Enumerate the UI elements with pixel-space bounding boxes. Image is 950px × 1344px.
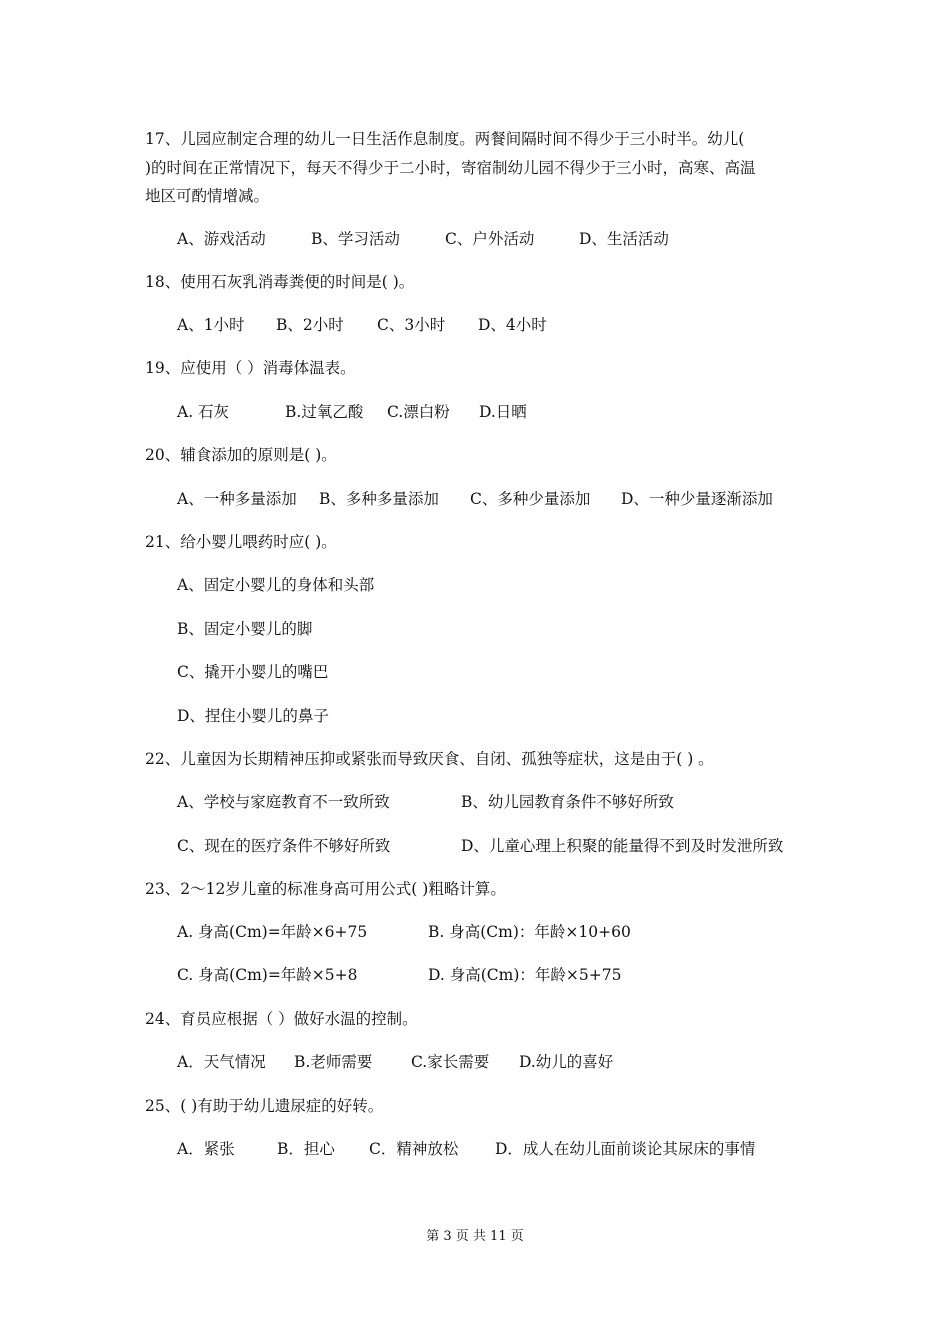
- option-a: A．紧张: [177, 1140, 235, 1158]
- question-20: 20、辅食添加的原则是( )。: [145, 446, 337, 464]
- option-d: D、一种少量逐渐添加: [621, 490, 773, 508]
- option-b: B．担心: [277, 1140, 335, 1158]
- option-d: D.日晒: [479, 403, 527, 421]
- question-22: 22、儿童因为长期精神压抑或紧张而导致厌食、自闭、孤独等症状，这是由于( ) 。: [145, 750, 714, 768]
- question-23: 23、2～12岁儿童的标准身高可用公式( )粗略计算。: [145, 880, 506, 898]
- question-25: 25、( )有助于幼儿遗尿症的好转。: [145, 1097, 384, 1115]
- question-19: 19、应使用（ ）消毒体温表。: [145, 359, 356, 377]
- option-c: C．精神放松: [369, 1140, 459, 1158]
- question-17-line-3: 地区可酌情增减。: [145, 187, 270, 205]
- option-d: D．成人在幼儿面前谈论其尿床的事情: [495, 1140, 756, 1158]
- option-b: B、2小时: [276, 316, 344, 334]
- option-c: C、现在的医疗条件不够好所致: [177, 837, 391, 855]
- option-a: A、1小时: [177, 316, 245, 334]
- page-number-footer: 第 3 页 共 11 页: [426, 1229, 524, 1244]
- option-c: C. 身高(Cm)=年龄×5+8: [177, 966, 358, 984]
- question-17-line-1: 17、儿园应制定合理的幼儿一日生活作息制度。两餐间隔时间不得少于三小时半。幼儿(: [145, 130, 745, 148]
- option-c: C、多种少量添加: [470, 490, 591, 508]
- question-21-option-b: B、固定小婴儿的脚: [177, 620, 313, 638]
- option-b: B.老师需要: [294, 1053, 373, 1071]
- option-d: D、4小时: [478, 316, 547, 334]
- option-a: A、学校与家庭教育不一致所致: [177, 793, 390, 811]
- option-b: B.过氧乙酸: [285, 403, 364, 421]
- option-b: B、幼儿园教育条件不够好所致: [461, 793, 674, 811]
- question-21-option-d: D、捏住小婴儿的鼻子: [177, 707, 329, 725]
- option-a: A. 石灰: [177, 403, 230, 421]
- option-a: A、游戏活动: [177, 230, 266, 248]
- option-d: D、儿童心理上积聚的能量得不到及时发泄所致: [461, 837, 784, 855]
- option-d: D. 身高(Cm)：年龄×5+75: [428, 966, 622, 984]
- option-c: C.漂白粉: [387, 403, 450, 421]
- question-21: 21、给小婴儿喂药时应( )。: [145, 533, 337, 551]
- option-b: B、学习活动: [311, 230, 400, 248]
- option-c: C、户外活动: [445, 230, 535, 248]
- option-c: C.家长需要: [411, 1053, 490, 1071]
- option-a: A、一种多量添加: [177, 490, 297, 508]
- option-d: D、生活活动: [579, 230, 669, 248]
- option-c: C、3小时: [377, 316, 446, 334]
- question-17-line-2: )的时间在正常情况下，每天不得少于二小时，寄宿制幼儿园不得少于三小时，高寒、高温: [145, 159, 756, 177]
- option-d: D.幼儿的喜好: [519, 1053, 614, 1071]
- question-24: 24、育员应根据（ ）做好水温的控制。: [145, 1010, 418, 1028]
- option-a: A. 身高(Cm)=年龄×6+75: [177, 923, 368, 941]
- option-a: A．天气情况: [177, 1053, 266, 1071]
- question-18: 18、使用石灰乳消毒粪便的时间是( )。: [145, 273, 415, 291]
- option-b: B. 身高(Cm)：年龄×10+60: [428, 923, 631, 941]
- option-b: B、多种多量添加: [319, 490, 439, 508]
- question-21-option-a: A、固定小婴儿的身体和头部: [177, 576, 375, 594]
- question-21-option-c: C、撬开小婴儿的嘴巴: [177, 663, 329, 681]
